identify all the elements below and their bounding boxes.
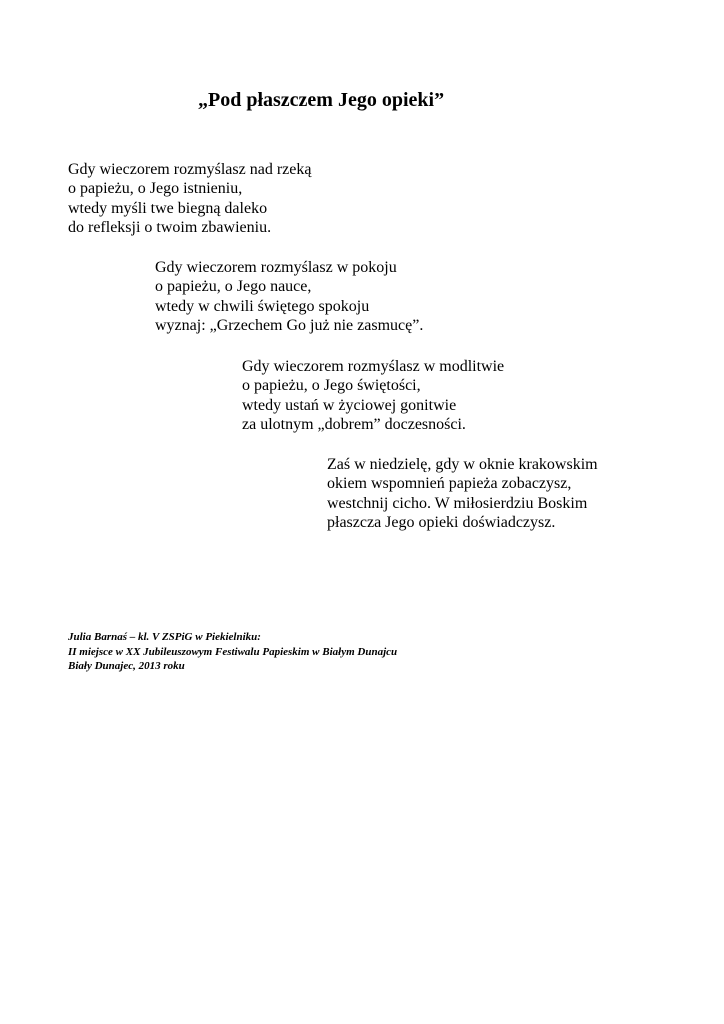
author-credits bbox=[68, 630, 397, 674]
stanza-line: za ulotnym „dobrem” doczesności. bbox=[242, 415, 466, 433]
stanza-line: o papieżu, o Jego świętości, bbox=[242, 377, 421, 395]
stanza-2 bbox=[155, 258, 423, 335]
poem-title: „Pod płaszczem Jego opieki” bbox=[198, 89, 445, 111]
credit-line-author: Julia Barnaś – kl. V ZSPiG w Piekielniku: bbox=[68, 631, 261, 643]
stanza-3 bbox=[242, 357, 504, 434]
stanza-line: płaszcza Jego opieki doświadczysz. bbox=[327, 513, 556, 531]
stanza-line: okiem wspomnień papieża zobaczysz, bbox=[327, 475, 572, 493]
stanza-line: westchnij cicho. W miłosierdziu Boskim bbox=[327, 494, 588, 512]
stanza-line: Gdy wieczorem rozmyślasz w modlitwie bbox=[242, 358, 505, 375]
stanza-line: Zaś w niedzielę, gdy w oknie krakowskim bbox=[327, 456, 598, 473]
stanza-line: o papieżu, o Jego istnieniu, bbox=[68, 180, 243, 198]
stanza-line: o papieżu, o Jego nauce, bbox=[155, 278, 312, 296]
stanza-line: wyznaj: „Grzechem Go już nie zasmucę”. bbox=[155, 316, 424, 334]
stanza-4 bbox=[327, 455, 598, 532]
credit-line-place-date: Biały Dunajec, 2013 roku bbox=[68, 660, 185, 672]
stanza-line: wtedy w chwili świętego spokoju bbox=[155, 297, 370, 315]
stanza-line: Gdy wieczorem rozmyślasz nad rzeką bbox=[68, 161, 312, 178]
stanza-line: Gdy wieczorem rozmyślasz w pokoju bbox=[155, 259, 397, 276]
stanza-line: wtedy myśli twe biegną daleko bbox=[68, 199, 268, 217]
credit-line-award: II miejsce w XX Jubileuszowym Festiwalu Papieskim w Białym Dunajcu bbox=[68, 645, 398, 658]
stanza-1 bbox=[68, 160, 311, 237]
stanza-line: do refleksji o twoim zbawieniu. bbox=[68, 218, 272, 236]
stanza-line: wtedy ustań w życiowej gonitwie bbox=[242, 396, 457, 414]
